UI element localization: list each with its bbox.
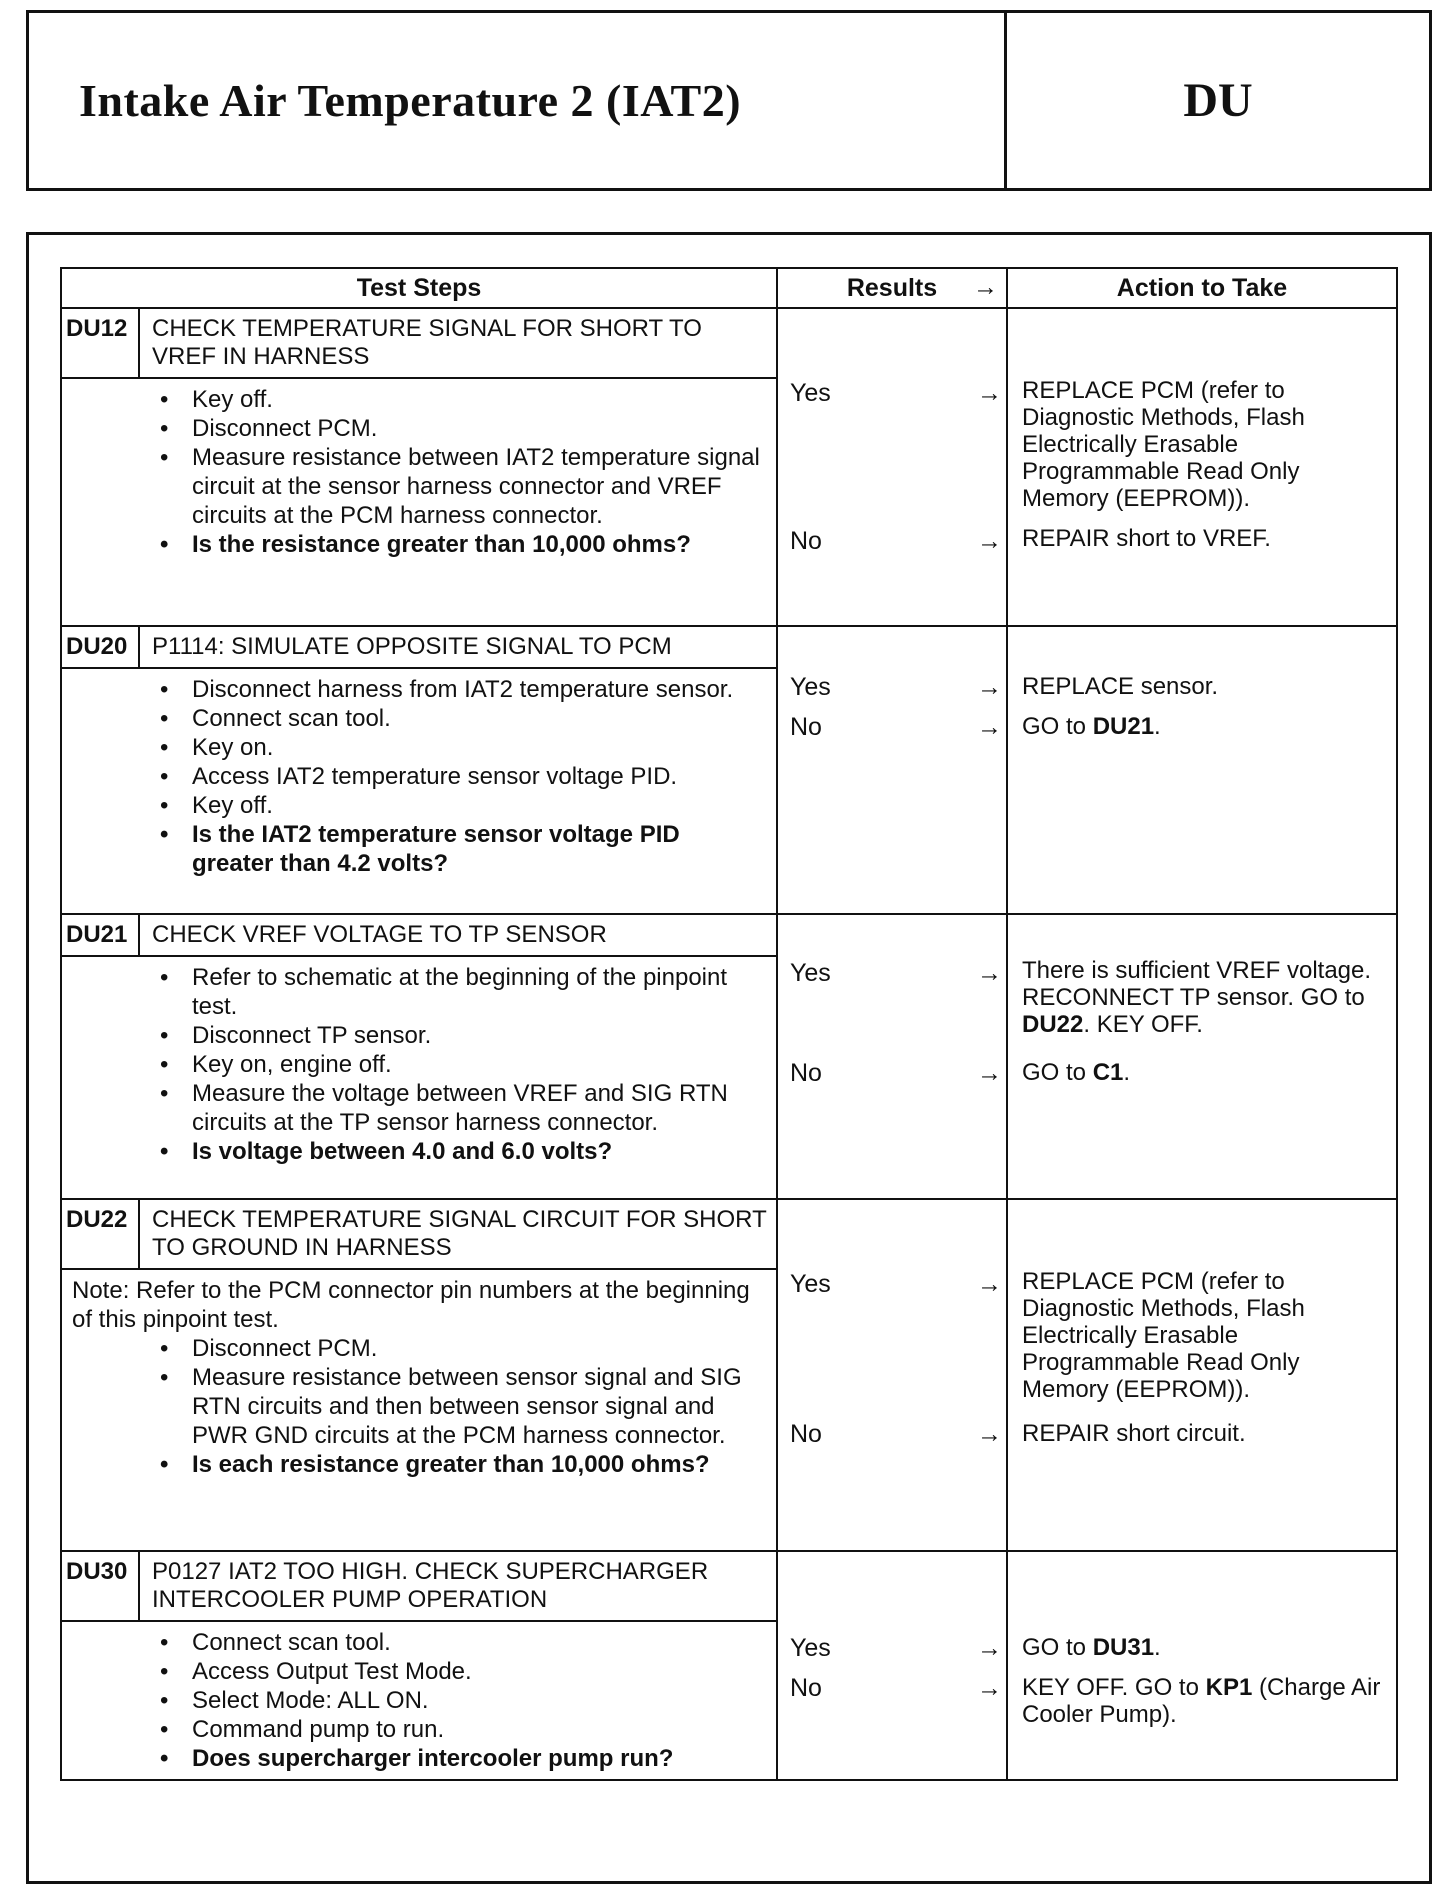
table-header-row xyxy=(61,268,1397,308)
action-text xyxy=(1022,1420,1386,1447)
action-text xyxy=(1022,957,1386,1038)
result-no xyxy=(790,713,1006,743)
action-text-part: . KEY OFF. xyxy=(1083,1011,1203,1038)
action-text xyxy=(1022,525,1386,552)
results-cell xyxy=(777,626,1007,914)
list-item: • Measure resistance between sensor signal and SIG RTN circuits and then between sensor signal and PWR GND circuits at the PCM harness connector. xyxy=(152,1363,766,1450)
arrow-icon: → xyxy=(977,1420,1002,1448)
list-item: • Disconnect harness from IAT2 temperature sensor. xyxy=(152,675,766,704)
result-label: No xyxy=(790,1420,822,1448)
code-cell xyxy=(1007,13,1429,188)
step-cell xyxy=(61,1551,777,1780)
action-text xyxy=(1022,713,1386,740)
list-item: • Refer to schematic at the beginning of the pinpoint test. xyxy=(152,963,766,1021)
results-cell xyxy=(777,1199,1007,1551)
results-cell xyxy=(777,914,1007,1199)
action-link: KP1 xyxy=(1205,1674,1253,1701)
action-link: DU31 xyxy=(1092,1634,1155,1661)
step-id: DU22 xyxy=(62,1200,140,1268)
action-cell xyxy=(1007,914,1397,1199)
result-label: No xyxy=(790,713,822,741)
step-id: DU20 xyxy=(62,627,140,667)
list-item: • Key on, engine off. xyxy=(152,1050,766,1079)
list-item: • Connect scan tool. xyxy=(152,704,766,733)
step-question: • Is voltage between 4.0 and 6.0 volts? xyxy=(152,1137,766,1166)
step-cell xyxy=(61,914,777,1199)
list-item: • Command pump to run. xyxy=(152,1715,766,1744)
action-text-part: REPAIR short to VREF. xyxy=(1022,525,1271,552)
step-id: DU30 xyxy=(62,1552,140,1620)
action-text xyxy=(1022,1634,1386,1661)
action-text-part: GO to xyxy=(1022,1634,1093,1661)
arrow-icon: → xyxy=(977,379,1002,407)
result-yes xyxy=(790,379,1006,409)
action-cell xyxy=(1007,1199,1397,1551)
action-text-part: GO to xyxy=(1022,713,1093,740)
title-cell xyxy=(29,13,1007,188)
step-body xyxy=(62,379,776,565)
action-text xyxy=(1022,673,1386,700)
step-header xyxy=(62,1552,776,1622)
step-header xyxy=(62,915,776,957)
table-row xyxy=(61,1199,1397,1551)
result-yes xyxy=(790,1270,1006,1300)
step-header xyxy=(62,309,776,379)
step-title: P1114: SIMULATE OPPOSITE SIGNAL TO PCM xyxy=(152,633,672,660)
result-label: Yes xyxy=(790,673,831,701)
step-question: • Is each resistance greater than 10,000 ohms? xyxy=(152,1450,766,1479)
step-note: Note: Refer to the PCM connector pin numbers at the beginning of this pinpoint test. xyxy=(72,1277,750,1333)
action-link: DU21 xyxy=(1092,713,1155,740)
test-steps-table xyxy=(60,267,1398,1781)
step-title: P0127 IAT2 TOO HIGH. CHECK SUPERCHARGER INTERCOOLER PUMP OPERATION xyxy=(152,1558,709,1613)
step-question: • Is the resistance greater than 10,000 ohms? xyxy=(152,530,766,559)
step-title: CHECK VREF VOLTAGE TO TP SENSOR xyxy=(152,921,607,948)
list-item: • Disconnect PCM. xyxy=(152,414,766,443)
result-label: Yes xyxy=(790,959,831,987)
result-label: Yes xyxy=(790,1634,831,1662)
list-item: • Key on. xyxy=(152,733,766,762)
action-text xyxy=(1022,1059,1386,1086)
list-item: • Key off. xyxy=(152,791,766,820)
arrow-icon: → xyxy=(977,959,1002,987)
page-title: Intake Air Temperature 2 (IAT2) xyxy=(79,75,742,126)
result-yes xyxy=(790,1634,1006,1664)
action-text-part: . xyxy=(1123,1059,1131,1086)
table-row xyxy=(61,308,1397,626)
step-title: CHECK TEMPERATURE SIGNAL CIRCUIT FOR SHORT TO GROUND IN HARNESS xyxy=(152,1206,767,1261)
step-header xyxy=(62,1200,776,1270)
action-link: C1 xyxy=(1092,1059,1124,1086)
results-cell xyxy=(777,308,1007,626)
step-header xyxy=(62,627,776,669)
table-row xyxy=(61,1551,1397,1780)
step-cell xyxy=(61,1199,777,1551)
col-results xyxy=(777,268,1007,308)
result-yes xyxy=(790,959,1006,989)
arrow-icon: → xyxy=(977,1059,1002,1087)
result-no xyxy=(790,1674,1006,1704)
title-box xyxy=(26,10,1432,191)
step-id: DU12 xyxy=(62,309,140,377)
result-label: Yes xyxy=(790,379,831,407)
step-question: • Is the IAT2 temperature sensor voltage PID greater than 4.2 volts? xyxy=(152,820,766,878)
col-action: Action to Take xyxy=(1007,268,1397,308)
list-item: • Connect scan tool. xyxy=(152,1628,766,1657)
action-text-part: REPAIR short circuit. xyxy=(1022,1420,1246,1447)
result-no xyxy=(790,527,1006,557)
step-cell xyxy=(61,308,777,626)
table-row xyxy=(61,914,1397,1199)
step-cell xyxy=(61,626,777,914)
action-text-part: There is sufficient VREF voltage. RECONNECT TP sensor. GO to xyxy=(1022,957,1372,1011)
step-body xyxy=(62,957,776,1172)
results-cell xyxy=(777,1551,1007,1780)
action-text-part: KEY OFF. GO to xyxy=(1022,1674,1206,1701)
col-results-label: Results xyxy=(846,273,938,302)
section-code: DU xyxy=(1183,74,1253,127)
step-body xyxy=(62,669,776,884)
list-item: • Disconnect PCM. xyxy=(152,1334,766,1363)
result-no xyxy=(790,1059,1006,1089)
action-text xyxy=(1022,1268,1386,1403)
result-yes xyxy=(790,673,1006,703)
action-text-part: (Charge Air Cooler Pump). xyxy=(1022,1674,1381,1728)
result-no xyxy=(790,1420,1006,1450)
step-body xyxy=(62,1270,776,1485)
list-item: • Disconnect TP sensor. xyxy=(152,1021,766,1050)
action-cell xyxy=(1007,626,1397,914)
step-id: DU21 xyxy=(62,915,140,955)
list-item: • Measure resistance between IAT2 temperature signal circuit at the sensor harness connector and VREF circuits at the PCM harness connector. xyxy=(152,443,766,530)
result-label: No xyxy=(790,1674,822,1702)
action-text-part: REPLACE PCM (refer to Diagnostic Methods, Flash Electrically Erasable Programmable Read Only Memory (EEPROM)). xyxy=(1022,377,1305,512)
step-title: CHECK TEMPERATURE SIGNAL FOR SHORT TO VREF IN HARNESS xyxy=(152,315,702,370)
step-body xyxy=(62,1622,776,1779)
step-question: • Does supercharger intercooler pump run? xyxy=(152,1744,766,1773)
action-cell xyxy=(1007,308,1397,626)
result-label: No xyxy=(790,527,822,555)
arrow-icon: → xyxy=(973,273,998,301)
col-test-steps: Test Steps xyxy=(61,268,777,308)
arrow-icon: → xyxy=(977,1634,1002,1662)
result-label: No xyxy=(790,1059,822,1087)
table-row xyxy=(61,626,1397,914)
action-text-part: . xyxy=(1154,713,1161,740)
action-text-part: . xyxy=(1154,1634,1161,1661)
arrow-icon: → xyxy=(977,1270,1002,1298)
result-label: Yes xyxy=(790,1270,831,1298)
arrow-icon: → xyxy=(977,527,1002,555)
action-text-part: REPLACE PCM (refer to Diagnostic Methods, Flash Electrically Erasable Programmable Read Only Memory (EEPROM)). xyxy=(1022,1268,1305,1403)
action-link: DU22 xyxy=(1022,1011,1084,1038)
list-item: • Access IAT2 temperature sensor voltage PID. xyxy=(152,762,766,791)
list-item: • Access Output Test Mode. xyxy=(152,1657,766,1686)
arrow-icon: → xyxy=(977,673,1002,701)
action-text xyxy=(1022,377,1386,512)
list-item: • Key off. xyxy=(152,385,766,414)
action-cell xyxy=(1007,1551,1397,1780)
list-item: • Measure the voltage between VREF and SIG RTN circuits at the TP sensor harness connector. xyxy=(152,1079,766,1137)
action-text xyxy=(1022,1674,1386,1728)
action-text-part: GO to xyxy=(1022,1059,1093,1086)
list-item: • Select Mode: ALL ON. xyxy=(152,1686,766,1715)
action-text-part: REPLACE sensor. xyxy=(1022,673,1219,700)
arrow-icon: → xyxy=(977,1674,1002,1702)
arrow-icon: → xyxy=(977,713,1002,741)
